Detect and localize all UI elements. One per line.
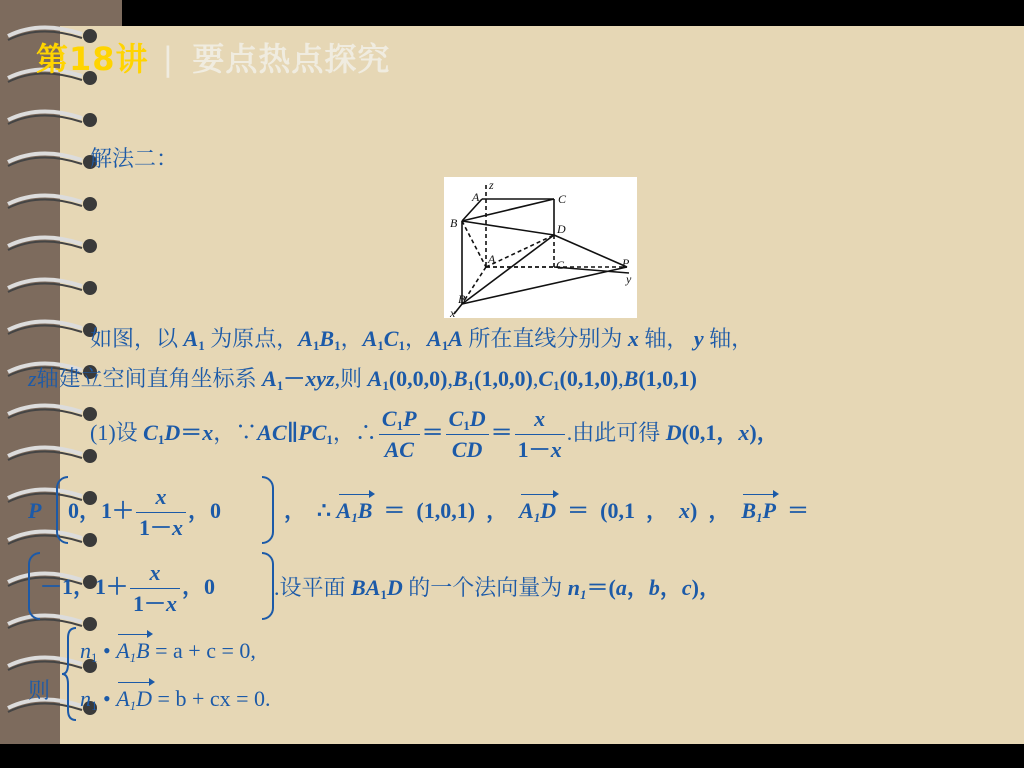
text-line-5-tail: .设平面 $BA_1D$ 的一个法向量为 $n_1=(a$，b，c)， — [274, 575, 721, 602]
binding-hole — [83, 281, 97, 295]
slide-title — [36, 34, 390, 80]
fraction-c1p-ac: $\frac{C_1P}{AC}$ — [379, 404, 420, 465]
lecture-number: 第18讲 — [36, 40, 149, 78]
fraction-c1d-cd: $\frac{C_1D}{CD}$ — [446, 404, 489, 465]
svg-text:P: P — [622, 256, 630, 270]
fraction-p-y: $\frac{x}{1-x}$ — [136, 482, 186, 543]
binding-hole — [83, 239, 97, 253]
text-line-2: z轴建立空间直角坐标系 $A_1-xyz$,则 $A_1(0,0,0),B_1(1,0,0),C_1(0,1,0),B(1,0,1)$ — [28, 366, 697, 393]
binding-hole — [83, 113, 97, 127]
svg-text:A: A — [472, 190, 480, 204]
top-bar — [122, 0, 1024, 26]
svg-text:C: C — [558, 192, 567, 206]
svg-text:B: B — [458, 292, 466, 306]
svg-text:C: C — [556, 258, 565, 272]
left-paren-p — [56, 476, 68, 544]
geometry-figure — [444, 177, 637, 318]
title-separator: | — [162, 40, 175, 78]
text-line-1: 如图，以 $A_1$ 为原点，$A_1B_1$，$A_1C_1$，$A_1A$ 所在直线分别为 x 轴， y 轴， — [90, 326, 754, 353]
svg-text:D: D — [557, 222, 566, 236]
binding-hole — [83, 197, 97, 211]
system-brace — [60, 626, 80, 722]
text-line-5: －1，1＋ $\frac{x}{1-x}$ ，0 — [40, 556, 215, 619]
system-label: 则 — [28, 678, 51, 703]
fraction-x-1mx: $\frac{x}{1-x}$ — [515, 404, 565, 465]
svg-text:y: y — [626, 272, 632, 286]
text-line-4: P — [28, 498, 42, 523]
svg-text:x: x — [450, 306, 456, 318]
equation-2: $n_1$ • $A_1D = b$ + cx = 0. — [80, 686, 271, 713]
section-title: 要点热点探究 — [192, 40, 391, 78]
bottom-bar — [0, 744, 1024, 768]
fraction-b1p-y: $\frac{x}{1-x}$ — [130, 558, 180, 619]
right-paren-p — [262, 476, 274, 544]
text-line-4-vectors: ， ∴ $A_1B = (1,0,1)$ ， $A_1D = (0,1$ ， x) ， $B_1P$ ＝ — [284, 498, 810, 525]
right-paren-b1p — [262, 552, 274, 620]
method-label: 解法二： — [90, 146, 179, 171]
equation-1: $n_1$ • $A_1B = a + c = 0$, — [80, 638, 256, 665]
svg-text:B: B — [450, 216, 458, 230]
left-paren-b1p — [28, 552, 40, 620]
text-line-4-body: 0，1＋ $\frac{x}{1-x}$ ，0 — [68, 480, 221, 543]
text-line-3: (1)设 $C_1D=x$，$\because AC\parallel PC_1$，∴ $\frac{C_1P}{AC}$ ＝ $\frac{C_1D}{CD}$ ＝ $\frac{x}{1-x}$ .由此可得 D(0,1，x)， — [90, 403, 779, 465]
svg-text:z: z — [489, 178, 494, 192]
svg-text:A: A — [488, 252, 496, 266]
